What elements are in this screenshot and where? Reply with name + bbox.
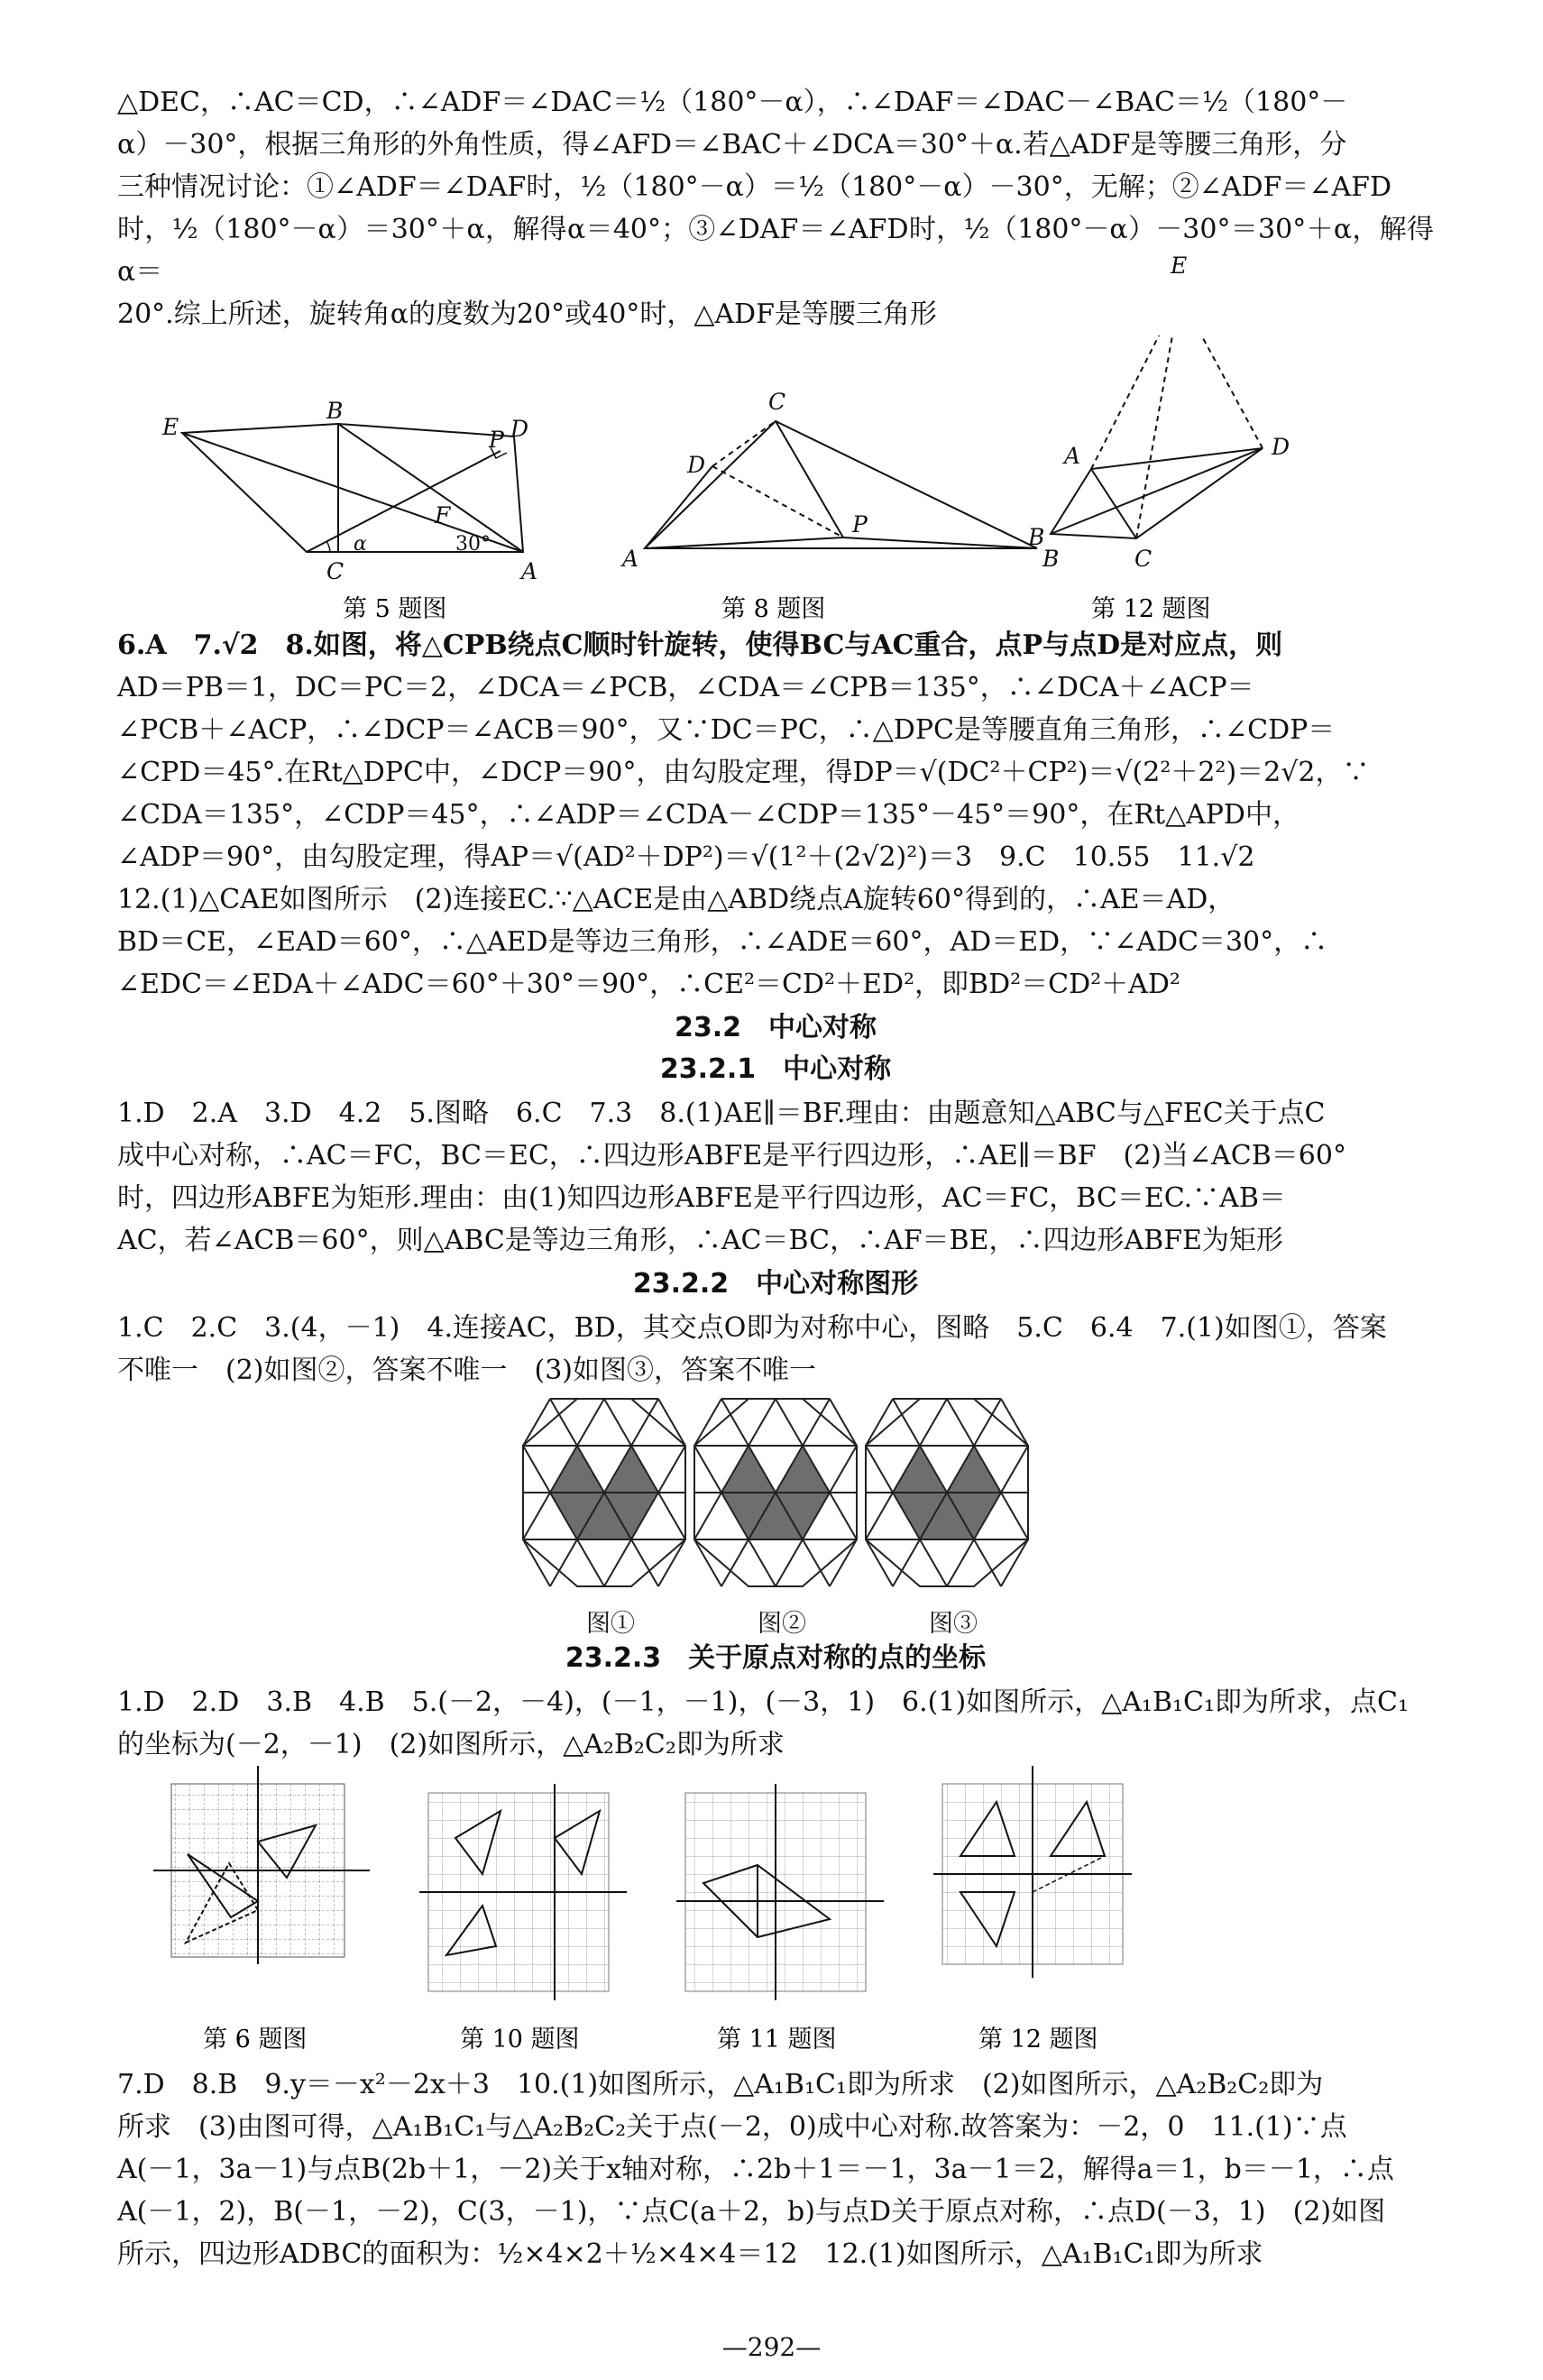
grid-caption-11: 第 11 题图 [717,2026,837,2054]
text-line: 1.D 2.A 3.D 4.2 5.图略 6.C 7.3 8.(1)AE∥＝BF.理由：由题意知△ABC与△FEC关于点C [117,1098,1326,1129]
hexagon-figure-row [117,1392,1434,1604]
fig8-label-b: B [1042,546,1060,572]
page-number: —292— [721,2332,822,2362]
text-line: 不唯一 (2)如图②，答案不唯一 (3)如图③，答案不唯一 [117,1355,816,1386]
hexagon-figure-3 [866,1399,1028,1586]
text-line: ∠PCB＋∠ACP，∴∠DCP＝∠ACB＝90°，又∵DC＝PC，∴△DPC是等腰直角三角形，∴∠CDP＝ [117,714,1336,746]
text-line: ∠CPD＝45°.在Rt△DPC中，∠DCP＝90°，由勾股定理，得DP＝√(DC²＋CP²)＝√(2²＋2²)＝2√2，∵ [117,757,1370,788]
fig12-line-de [1180,335,1263,448]
grid-fig11 [676,1784,884,2000]
fig8-line-ap [645,538,843,548]
text-line: α）－30°，根据三角形的外角性质，得∠AFD＝∠BAC＋∠DCA＝30°＋α.若△ADF是等腰三角形，分 [117,129,1347,161]
fig5-label-b: B [326,398,344,424]
fig5-label-angle: 30° [455,533,491,556]
caption-fig12: 第 12 题图 [1091,595,1211,623]
fig12-label-b: B [1028,524,1045,550]
fig5-label-alpha: α [354,533,367,556]
fig12-label-c: C [1134,546,1153,572]
answer-block-3 [117,1307,1434,1392]
figure-8 [645,421,1037,548]
text-line: 1.C 2.C 3.(4，－1) 4.连接AC，BD，其交点O即为对称中心，图略 5.C 6.4 7.(1)如图①，答案 [117,1312,1387,1344]
text-line: 的坐标为(－2，－1) (2)如图所示，△A₂B₂C₂即为所求 [117,1729,785,1760]
hexagon-figure-2 [694,1399,857,1586]
subsection-heading: 23.2.3 关于原点对称的点的坐标 [565,1642,987,1674]
fig5-label-e: E [162,414,179,440]
subsection-heading: 23.2.2 中心对称图形 [632,1268,919,1300]
fig8-label-d: D [687,452,706,478]
text-line: AC，若∠ACB＝60°，则△ABC是等边三角形，∴AC＝BC，∴AF＝BE，∴四边形ABFE为矩形 [117,1225,1283,1256]
text-line: △DEC，∴AC＝CD，∴∠ADF＝∠DAC＝½（180°－α），∴∠DAF＝∠DAC－∠BAC＝½（180°－ [117,87,1348,118]
hex-caption-2: 图② [758,1610,806,1638]
text-line: ∠EDC＝∠EDA＋∠ADC＝60°＋30°＝90°，∴CE²＝CD²＋ED²，即BD²＝CD²＋AD² [117,969,1180,1000]
hex-caption-3: 图③ [929,1610,978,1638]
fig8-line-dp [712,466,843,538]
fig12-label-a: A [1064,443,1081,469]
answer-block-1 [117,624,1434,1006]
fig5-label-a: A [521,558,538,584]
fig12-line-ae [1091,335,1180,469]
fig12-line-ce [1136,335,1180,538]
text-line: ∠ADP＝90°，由勾股定理，得AP＝√(AD²＋DP²)＝√(1²＋(2√2)²)＝3 9.C 10.55 11.√2 [117,841,1255,873]
fig8-label-a: A [622,546,639,572]
text-line: 20°.综上所述，旋转角α的度数为20°或40°时，△ADF是等腰三角形 [117,299,937,330]
grid-caption-10: 第 10 题图 [460,2026,580,2054]
text-line: A(－1，3a－1)与点B(2b＋1，－2)关于x轴对称，∴2b＋1＝－1，3a－1＝2，解得a＝1，b＝－1，∴点 [117,2154,1394,2185]
text-line: 所求 (3)由图可得，△A₁B₁C₁与△A₂B₂C₂关于点(－2，0)成中心对称.故答案为：－2，0 11.(1)∵点 [117,2111,1347,2143]
text-line: 6.A 7.√2 8.如图，将△CPB绕点C顺时针旋转，使得BC与AC重合，点P与点D是对应点，则 [117,629,1283,661]
answer-block-4 [117,1681,1434,1766]
text-line: 三种情况讨论：①∠ADF＝∠DAF时，½（180°－α）＝½（180°－α）－30°，无解；②∠ADF＝∠AFD [117,171,1392,203]
text-line: 所示，四边形ADBC的面积为：½×4×2＋½×4×4＝12 12.(1)如图所示，△A₁B₁C₁即为所求 [117,2238,1263,2270]
text-line: AD＝PB＝1，DC＝PC＝2，∠DCA＝∠PCB，∠CDA＝∠CPB＝135°，∴∠DCA＋∠ACP＝ [117,672,1254,703]
text-line: ∠CDA＝135°，∠CDP＝45°，∴∠ADP＝∠CDA－∠CDP＝135°－45°＝90°，在Rt△APD中， [117,799,1300,831]
figure-12 [1051,335,1263,538]
coordinate-figures [117,1766,1434,2063]
text-line: 时，四边形ABFE为矩形.理由：由(1)知四边形ABFE是平行四边形，AC＝FC，BC＝EC.∵AB＝ [117,1182,1286,1214]
fig8-triangle [645,421,1037,548]
fig5-label-c: C [326,558,344,584]
fig8-line-dc [712,421,776,466]
grid-figure-row [117,1766,1434,2063]
page-content [117,81,1434,2275]
geometry-figures [117,335,1434,624]
text-line: 12.(1)△CAE如图所示 (2)连接EC.∵△ACE是由△ABD绕点A旋转60°得到的，∴AE＝AD， [117,884,1235,915]
answer-block-2 [117,1092,1434,1262]
fig8-line-pb [843,538,1037,548]
caption-fig5: 第 5 题图 [343,595,447,623]
grid-fig10 [419,1784,627,2000]
hexagon-figure-1 [523,1399,685,1586]
fig8-line-da [645,466,712,548]
hexagon-figures [117,1392,1434,1604]
section-heading: 23.2 中心对称 [674,1012,877,1043]
fig5-label-d: D [510,416,529,442]
answer-block-continued [117,81,1434,335]
text-line: A(－1，2)，B(－1，－2)，C(3，－1)，∵点C(a＋2，b)与点D关于原点对称，∴点D(－3，1) (2)如图 [117,2196,1386,2228]
text-line: 7.D 8.B 9.y＝－x²－2x＋3 10.(1)如图所示，△A₁B₁C₁即为所求 (2)如图所示，△A₂B₂C₂即为 [117,2069,1324,2100]
text-line: 1.D 2.D 3.B 4.B 5.(－2，－4)，(－1，－1)，(－3，1) 6.(1)如图所示，△A₁B₁C₁即为所求，点C₁ [117,1686,1409,1718]
fig12-label-d: D [1272,434,1290,460]
text-line: 时，½（180°－α）＝30°＋α，解得α＝40°；③∠DAF＝∠AFD时，½（180°－α）－30°＝30°＋α，解得α＝ [117,214,1434,288]
fig8-label-c: C [768,389,786,415]
grid-caption-6: 第 6 题图 [203,2026,308,2054]
hexagon-captions [117,1604,1434,1636]
text-line: 成中心对称，∴AC＝FC，BC＝EC，∴四边形ABFE是平行四边形，∴AE∥＝BF (2)当∠ACB＝60° [117,1140,1346,1172]
answer-block-5 [117,2063,1434,2275]
grid-fig6 [153,1766,370,1964]
fig8-label-p: P [852,511,868,538]
fig12-line-ac [1091,469,1136,538]
fig12-label-e: E [1171,253,1188,279]
grid-caption-12: 第 12 题图 [978,2026,1098,2054]
hex-caption-1: 图① [586,1610,635,1638]
caption-fig8: 第 8 题图 [721,595,826,623]
text-line: BD＝CE，∠EAD＝60°，∴△AED是等边三角形，∴∠ADE＝60°，AD＝ED，∵∠ADC＝30°，∴ [117,926,1328,958]
subsection-heading: 23.2.1 中心对称 [659,1053,892,1085]
grid-fig12 [933,1766,1132,1978]
fig5-label-p: P [489,427,504,453]
fig5-label-f: F [435,502,451,528]
